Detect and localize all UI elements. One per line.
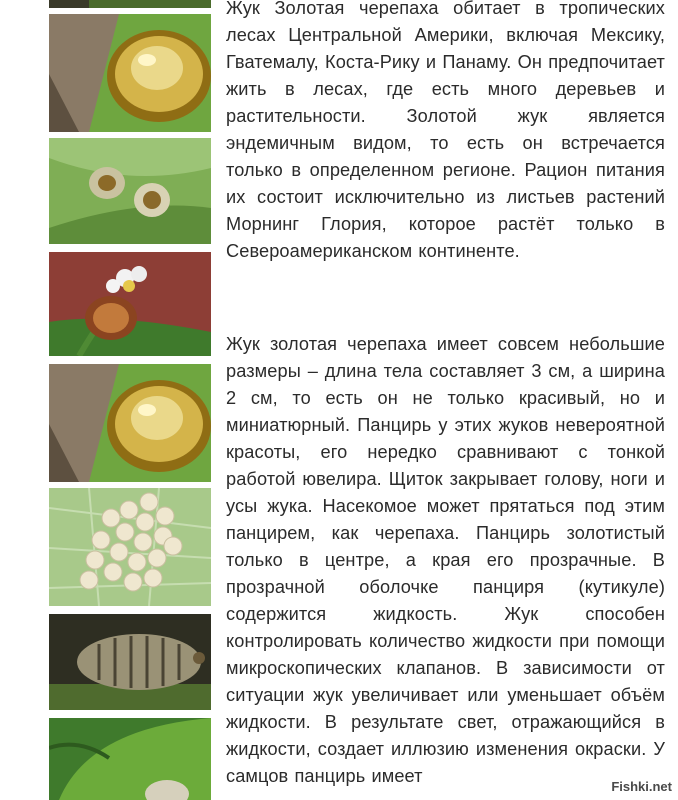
photo-beetle-on-leaf-bottom xyxy=(49,718,211,800)
watermark-logo: Fishki.net xyxy=(608,779,675,794)
photo-top-partial xyxy=(49,0,211,8)
photo-golden-beetle-on-leaf xyxy=(49,14,211,132)
photo-two-beetles-on-leaf xyxy=(49,138,211,244)
paragraph-habitat: Жук Золотая черепаха обитает в тропических лесах Центральной Америки, включая Мексику, Гватемалу, Коста-Рику и Панаму. Он предпочитает жить в лесах, где есть много деревьев и растительности. Золотой жук является эндемичным видом, то есть он встречается только в определенном регионе. Рацион питания их состоит исключительно из листьев растений Морнинг Глория, которое растёт только в Североамериканском континенте. xyxy=(226,0,665,261)
paragraph-appearance: Жук золотая черепаха имеет совсем небольшие размеры – длина тела составляет 3 см, а ширина 2 см, то есть он не только красивый, но и миниатюрный. Панцирь у этих жуков невероятной красоты, его нередко сравнивают с тонкой работой ювелира. Щиток закрывает голову, ноги и усы жука. Насекомое может прятаться под этим панцирем, как черепаха. Панцирь золотистый только в центре, а края его прозрачные. В прозрачной оболочке панциря (кутикуле) содержится жидкость. Жук способен контролировать количество жидкости при помощи микроскопических клапанов. В зависимости от ситуации жук увеличивает или уменьшает объём жидкости. В результате свет, отражающийся в жидкости, создает иллюзию изменения окраски. У самцов панцирь имеет xyxy=(226,334,665,786)
photo-golden-beetle-on-leaf-2 xyxy=(49,364,211,482)
photo-larva xyxy=(49,614,211,710)
photo-egg-cluster xyxy=(49,488,211,606)
photo-beetle-on-flower xyxy=(49,252,211,356)
